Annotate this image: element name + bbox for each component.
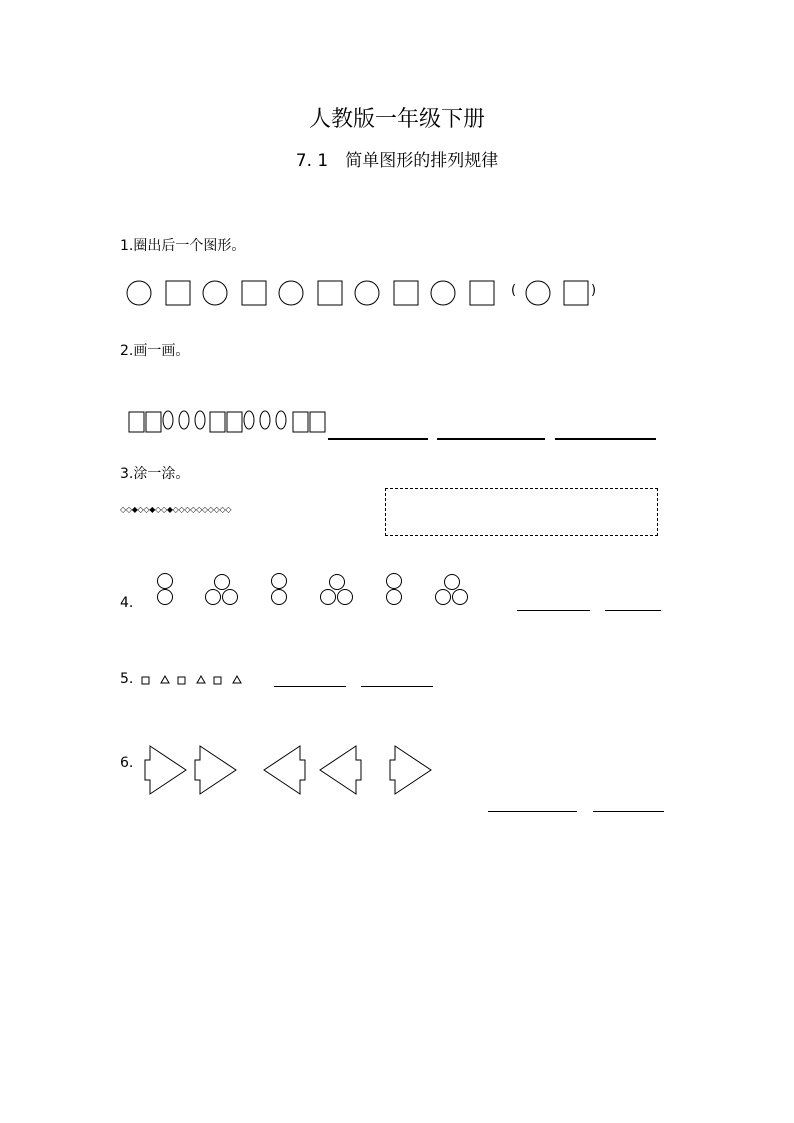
two-circle-stack xyxy=(272,574,287,605)
square-shape xyxy=(166,281,190,305)
square-shape xyxy=(470,281,494,305)
two-circle-stack xyxy=(387,574,402,605)
question-5-shape-sequence xyxy=(0,672,794,692)
right-arrow-shape xyxy=(145,746,186,794)
answer-blank[interactable] xyxy=(605,610,661,611)
circle-shape xyxy=(127,281,151,305)
choice-square-shape[interactable] xyxy=(564,281,588,305)
left-arrow-shape xyxy=(320,746,361,794)
oval-shape xyxy=(244,411,254,429)
answer-blank[interactable] xyxy=(517,610,590,611)
question-4-shape-sequence xyxy=(0,572,794,612)
circle-shape xyxy=(431,281,455,305)
small-triangle-shape xyxy=(161,676,169,683)
page-subtitle: 7. 1 简单图形的排列规律 xyxy=(295,151,499,171)
answer-blank[interactable] xyxy=(274,686,346,687)
circle-shape xyxy=(203,281,227,305)
square-shape xyxy=(227,412,242,432)
question-6-shape-sequence xyxy=(0,742,794,802)
diamond-sequence: ◇◇◆◇◇◆◇◇◆◇◇◇◇◇◇◇◇◇◇ xyxy=(120,505,232,514)
answer-blank[interactable] xyxy=(437,438,545,440)
answer-blank[interactable] xyxy=(488,811,577,812)
question-4-label: 4. xyxy=(120,595,134,611)
square-shape xyxy=(242,281,266,305)
circle-shape xyxy=(279,281,303,305)
square-shape xyxy=(394,281,418,305)
square-shape xyxy=(210,412,225,432)
question-3-label: 3.涂一涂。 xyxy=(120,466,190,482)
question-5-label: 5. xyxy=(120,671,134,687)
oval-shape xyxy=(260,411,270,429)
answer-blank[interactable] xyxy=(555,438,656,440)
question-1-label: 1.圈出后一个图形。 xyxy=(120,238,246,254)
paren-open: ( xyxy=(511,283,517,298)
right-arrow-shape xyxy=(390,746,431,794)
answer-box[interactable] xyxy=(385,488,658,536)
small-triangle-shape xyxy=(197,676,205,683)
oval-shape xyxy=(276,411,286,429)
small-square-shape xyxy=(214,677,221,684)
question-2-shape-sequence xyxy=(0,402,794,442)
square-shape xyxy=(318,281,342,305)
square-shape xyxy=(146,412,161,432)
answer-blank[interactable] xyxy=(328,438,428,440)
question-1-shape-sequence xyxy=(0,273,794,313)
right-arrow-shape xyxy=(195,746,236,794)
small-square-shape xyxy=(142,677,149,684)
circle-shape xyxy=(355,281,379,305)
two-circle-stack xyxy=(158,574,173,605)
oval-shape xyxy=(179,411,189,429)
oval-shape xyxy=(195,411,205,429)
oval-shape xyxy=(163,411,173,429)
choice-circle-shape[interactable] xyxy=(526,281,550,305)
three-circle-group xyxy=(321,575,353,605)
three-circle-group xyxy=(206,575,238,605)
square-shape xyxy=(129,412,144,432)
answer-blank[interactable] xyxy=(361,686,433,687)
square-shape xyxy=(293,412,308,432)
page-title: 人教版一年级下册 xyxy=(308,107,485,132)
small-square-shape xyxy=(178,677,185,684)
paren-close: ) xyxy=(591,283,597,298)
square-shape xyxy=(310,412,325,432)
answer-blank[interactable] xyxy=(593,811,664,812)
question-2-label: 2.画一画。 xyxy=(120,343,190,359)
three-circle-group xyxy=(436,575,468,605)
left-arrow-shape xyxy=(264,746,305,794)
small-triangle-shape xyxy=(233,676,241,683)
question-6-label: 6. xyxy=(120,755,134,771)
